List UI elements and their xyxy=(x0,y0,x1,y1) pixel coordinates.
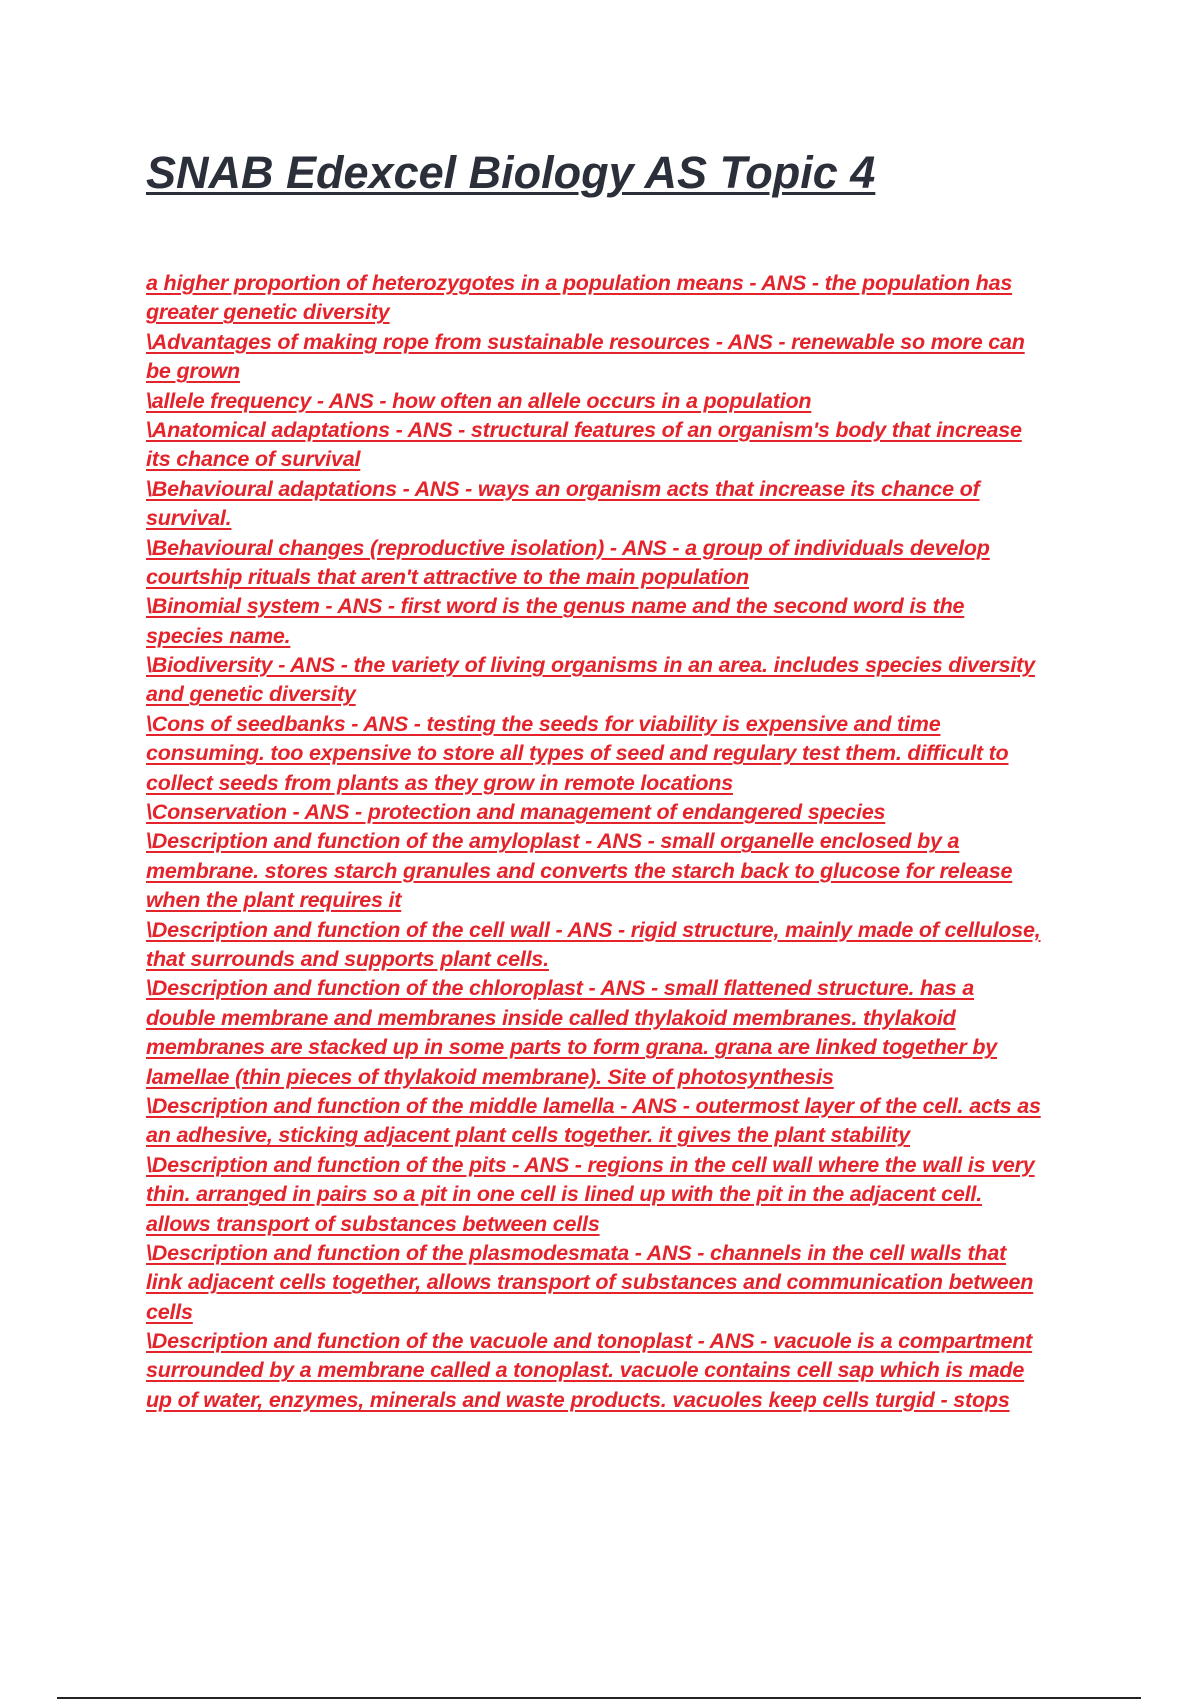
text-line: \Description and function of the amyloplast - ANS - small organelle enclosed by a xyxy=(146,829,960,854)
text-line: membrane. stores starch granules and converts the starch back to glucose for release xyxy=(146,858,1013,883)
text-line: be grown xyxy=(146,359,240,384)
text-line: \Cons of seedbanks - ANS - testing the seeds for viability is expensive and time xyxy=(146,711,941,736)
text-line: cells xyxy=(146,1299,193,1324)
text-line: up of water, enzymes, minerals and waste products. vacuoles keep cells turgid - stops xyxy=(146,1387,1010,1412)
text-line: \Description and function of the vacuole and tonoplast - ANS - vacuole is a compartment xyxy=(146,1329,1033,1354)
text-line: \Description and function of the cell wall - ANS - rigid structure, mainly made of cellulose, xyxy=(146,917,1041,942)
text-line: \Description and function of the pits - ANS - regions in the cell wall where the wall is very xyxy=(146,1152,1035,1177)
text-line: \Description and function of the plasmodesmata - ANS - channels in the cell walls that xyxy=(146,1240,1007,1265)
text-line: thin. arranged in pairs so a pit in one cell is lined up with the pit in the adjacent cell. xyxy=(146,1182,982,1207)
text-line: \Description and function of the middle lamella - ANS - outermost layer of the cell. acts as xyxy=(146,1093,1041,1118)
text-line: \Behavioural changes (reproductive isolation) - ANS - a group of individuals develop xyxy=(146,535,990,560)
flashcard-text-list xyxy=(146,269,1096,1415)
text-line: \Anatomical adaptations - ANS - structural features of an organism's body that increase xyxy=(146,417,1022,442)
text-line: \Binomial system - ANS - first word is the genus name and the second word is the xyxy=(146,594,965,619)
document-title: SNAB Edexcel Biology AS Topic 4 xyxy=(146,147,876,198)
text-line: when the plant requires it xyxy=(146,888,402,913)
footer-divider xyxy=(57,1697,1141,1699)
text-line: surrounded by a membrane called a tonoplast. vacuole contains cell sap which is made xyxy=(146,1358,1025,1383)
text-line: \Advantages of making rope from sustainable resources - ANS - renewable so more can xyxy=(146,329,1025,354)
text-line: its chance of survival xyxy=(146,447,361,472)
text-line: a higher proportion of heterozygotes in a population means - ANS - the population has xyxy=(146,271,1013,295)
text-line: consuming. too expensive to store all types of seed and regulary test them. difficult to xyxy=(146,741,1009,766)
text-line: species name. xyxy=(146,623,291,648)
text-line: allows transport of substances between cells xyxy=(146,1211,600,1236)
text-line: survival. xyxy=(146,506,232,531)
text-line: \Biodiversity - ANS - the variety of living organisms in an area. includes species diversity xyxy=(146,653,1035,678)
text-line: that surrounds and supports plant cells. xyxy=(146,946,549,971)
text-line: an adhesive, sticking adjacent plant cells together. it gives the plant stability xyxy=(146,1123,910,1148)
text-line: collect seeds from plants as they grow in remote locations xyxy=(146,770,733,795)
text-line: membranes are stacked up in some parts to form grana. grana are linked together by xyxy=(146,1035,998,1060)
text-line: courtship rituals that aren't attractive to the main population xyxy=(146,564,749,589)
text-line: \Description and function of the chloroplast - ANS - small flattened structure. has a xyxy=(146,976,974,1001)
text-line: link adjacent cells together, allows transport of substances and communication between xyxy=(146,1270,1034,1295)
text-line: lamellae (thin pieces of thylakoid membrane). Site of photosynthesis xyxy=(146,1064,834,1089)
text-line: \allele frequency - ANS - how often an allele occurs in a population xyxy=(146,388,812,413)
text-line: \Behavioural adaptations - ANS - ways an organism acts that increase its chance of xyxy=(146,476,980,501)
text-line: double membrane and membranes inside called thylakoid membranes. thylakoid xyxy=(146,1005,956,1030)
text-line: \Conservation - ANS - protection and management of endangered species xyxy=(146,800,886,825)
text-line: and genetic diversity xyxy=(146,682,356,707)
text-line: greater genetic diversity xyxy=(146,300,390,325)
